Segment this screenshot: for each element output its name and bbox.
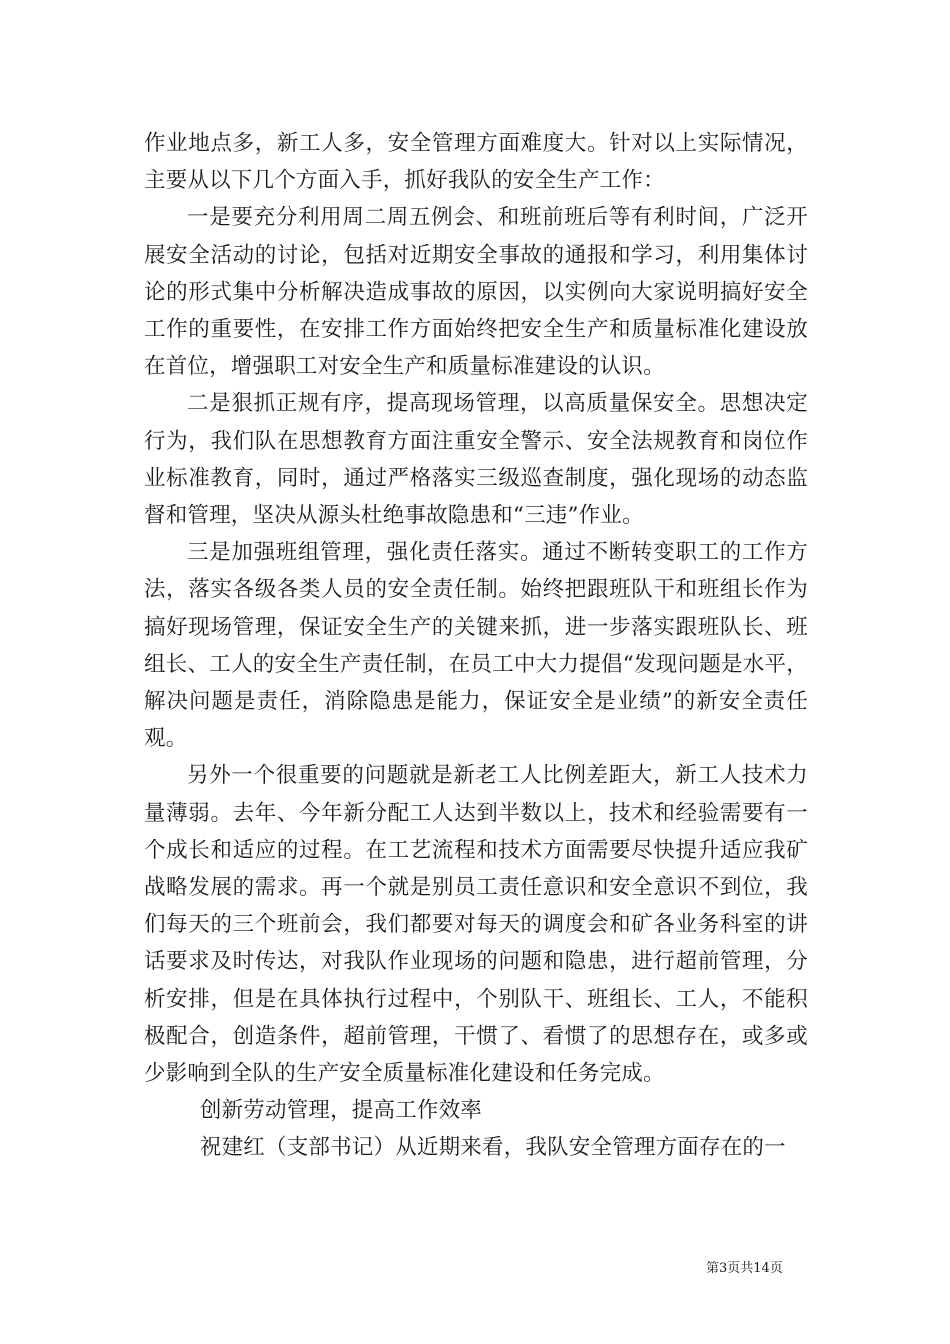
paragraph-measure-one: 一是要充分利用周二周五例会、和班前班后等有利时间，广泛开展安全活动的讨论，包括对近期安全事故的通报和学习，利用集体讨论的形式集中分析解决造成事故的原因，以实例向大家说明搞好安全工作的重要性，在安排工作方面始终把安全生产和质量标准化建设放在首位，增强职工对安全生产和质量标准建设的认识。: [144, 205, 808, 380]
section-heading: 创新劳动管理，提高工作效率: [199, 1098, 482, 1124]
paragraph-measure-three: 三是加强班组管理，强化责任落实。通过不断转变职工的工作方法，落实各级各类人员的安全责任制。始终把跟班队干和班组长作为搞好现场管理，保证安全生产的关键来抓，进一步落实跟班队长、班组长、工人的安全生产责任制，在员工中大力提倡“发现问题是水平，解决问题是责任，消除隐患是能力，保证安全是业绩”的新安全责任观。: [144, 540, 808, 752]
page-number: 第3页共14页: [706, 1261, 783, 1276]
paragraph-measure-two: 二是狠抓正规有序，提高现场管理，以高质量保安全。思想决定行为，我们队在思想教育方面注重安全警示、安全法规教育和岗位作业标准教育，同时，通过严格落实三级巡查制度，强化现场的动态监督和管理，坚决从源头杜绝事故隐患和“三违”作业。: [144, 391, 808, 529]
paragraph-speaker: 祝建红（支部书记）从近期来看，我队安全管理方面存在的一: [199, 1135, 786, 1161]
paragraph-other-issue: 另外一个很重要的问题就是新老工人比例差距大，新工人技术力量薄弱。去年、今年新分配工人达到半数以上，技术和经验需要有一个成长和适应的过程。在工艺流程和技术方面需要尽快提升适应我矿战略发展的需求。再一个就是别员工责任意识和安全意识不到位，我们每天的三个班前会，我们都要对每天的调度会和矿各业务科室的讲话要求及时传达，对我队作业现场的问题和隐患，进行超前管理，分析安排，但是在具体执行过程中，个别队干、班组长、工人，不能积极配合，创造条件，超前管理，干惯了、看惯了的思想存在，或多或少影响到全队的生产安全质量标准化建设和任务完成。: [144, 763, 808, 1087]
document-body: [144, 125, 808, 1167]
paragraph-continued: 作业地点多，新工人多，安全管理方面难度大。针对以上实际情况，主要从以下几个方面入手，抓好我队的安全生产工作：: [144, 131, 808, 194]
